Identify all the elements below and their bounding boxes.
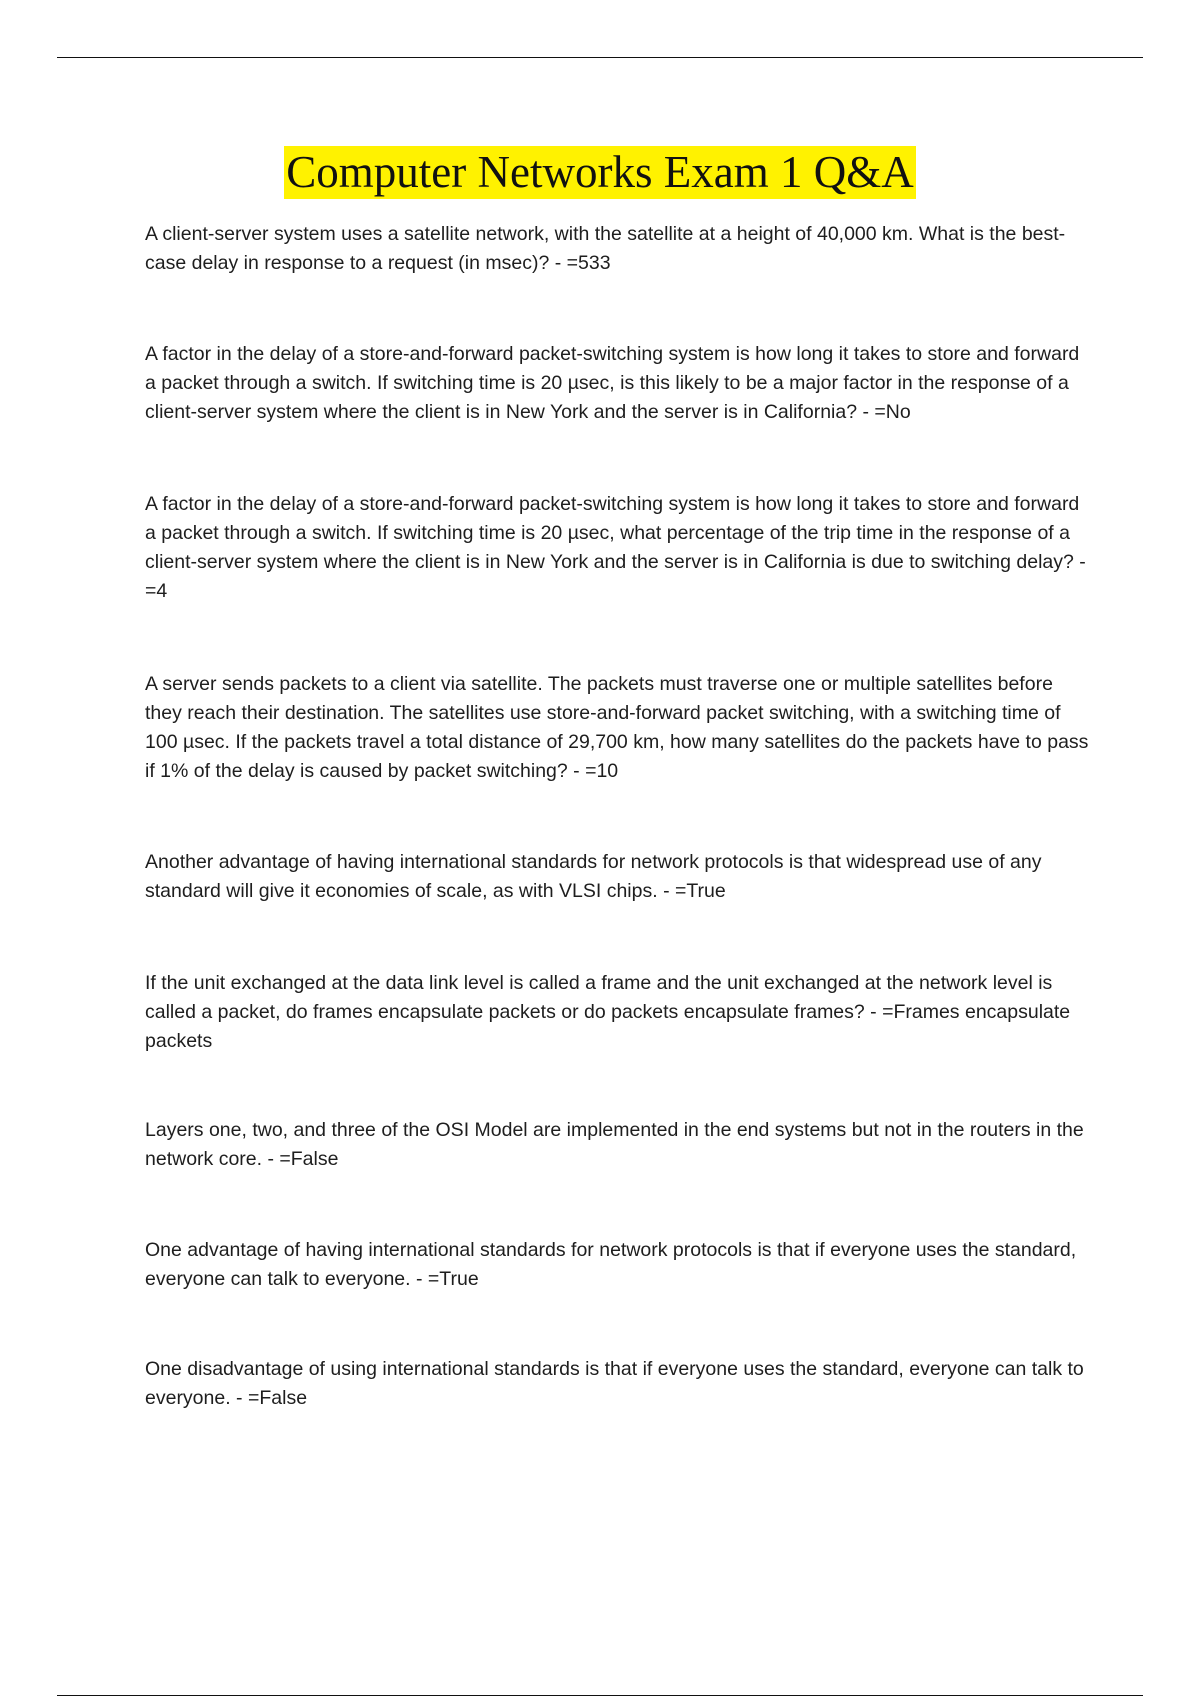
qa-item: If the unit exchanged at the data link level is called a frame and the unit exchanged at the network level is called a packet, do frames encapsulate packets or do packets encapsulate frames? - =Frames encapsulate packets (145, 972, 1071, 1052)
qa-item: A server sends packets to a client via satellite. The packets must traverse one or multiple satellites before they reach their destination. The satellites use store-and-forward packet switching, with a switching time of 100 µsec. If the packets travel a total distance of 29,700 km, how many satellites do the packets have to pass if 1% of the delay is caused by packet switching? - =10 (145, 673, 1089, 782)
bottom-rule (57, 1695, 1143, 1696)
title-wrapper (0, 146, 1200, 199)
qa-item: A factor in the delay of a store-and-forward packet-switching system is how long it takes to store and forward a packet through a switch. If switching time is 20 µsec, is this likely to be a major factor in the response of a client-server system where the client is in New York and the server is in California? - =No (145, 343, 1080, 423)
qa-item: One disadvantage of using international standards is that if everyone uses the standard, everyone can talk to everyone. - =False (145, 1358, 1084, 1409)
qa-item: Layers one, two, and three of the OSI Model are implemented in the end systems but not in the routers in the network core. - =False (145, 1119, 1084, 1170)
qa-item: Another advantage of having international standards for network protocols is that widespread use of any standard will give it economies of scale, as with VLSI chips. - =True (145, 851, 1042, 902)
qa-item: A client-server system uses a satellite network, with the satellite at a height of 40,000 km. What is the best-case delay in response to a request (in msec)? - =533 (145, 223, 1066, 274)
document-title: Computer Networks Exam 1 Q&A (286, 147, 914, 197)
top-rule (57, 57, 1143, 58)
qa-item: One advantage of having international standards for network protocols is that if everyone uses the standard, everyone can talk to everyone. - =True (145, 1239, 1077, 1290)
qa-item: A factor in the delay of a store-and-forward packet-switching system is how long it takes to store and forward a packet through a switch. If switching time is 20 µsec, what percentage of the trip time in the response of a client-server system where the client is in New York and the server is in California is due to switching delay? - =4 (145, 493, 1086, 602)
